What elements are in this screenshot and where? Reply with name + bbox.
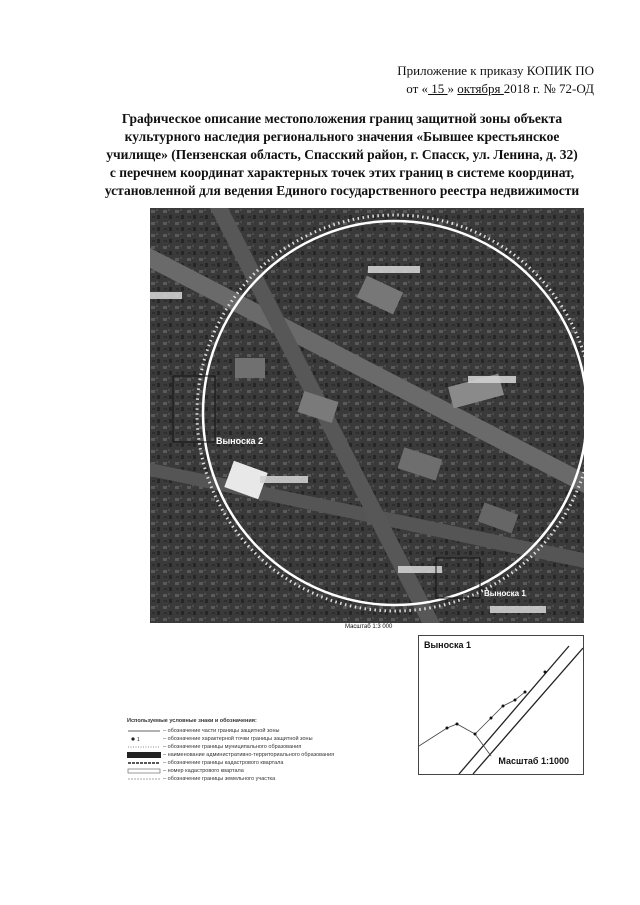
- cadastral-label: [260, 476, 308, 483]
- point-marker: [446, 727, 449, 730]
- legend-text: – номер кадастрового квартала: [163, 768, 244, 774]
- satellite-map: [150, 208, 584, 623]
- point-marker: [456, 723, 459, 726]
- title-line: культурного наследия регионального значения «Бывшее крестьянское: [124, 129, 560, 144]
- cadastral-label: [368, 266, 420, 273]
- legend-symbol: [127, 728, 161, 734]
- point-marker: [524, 691, 527, 694]
- cadastral-label: [468, 376, 516, 383]
- legend-heading: Используемые условные знаки и обозначения:: [127, 718, 257, 724]
- title-line: Графическое описание местоположения границ защитной зоны объекта: [121, 111, 563, 126]
- appendix-note: [397, 62, 594, 98]
- legend-item: [127, 727, 407, 735]
- legend: [127, 717, 407, 783]
- date-year-number: 2018 г. № 72-ОД: [503, 81, 594, 96]
- title-line: установленной для ведения Единого государственного реестра недвижимости: [104, 183, 580, 198]
- date-day: 15: [428, 81, 448, 96]
- cadastral-label: [398, 566, 442, 573]
- legend-text: – обозначение характерной точки границы защитной зоны: [163, 736, 313, 742]
- callout-inset: [418, 635, 584, 775]
- callout-1-label: Выноска 1: [484, 589, 526, 598]
- legend-symbol: [127, 736, 161, 742]
- point-marker: [474, 733, 477, 736]
- title-line: училище» (Пензенская область, Спасский район, г. Спасск, ул. Ленина, д. 32): [106, 147, 578, 162]
- legend-symbol: [127, 752, 161, 758]
- legend-item: [127, 751, 407, 759]
- point-marker: [514, 699, 517, 702]
- legend-text: – обозначение границы кадастрового квартала: [163, 760, 284, 766]
- boundary-line: [459, 646, 569, 774]
- legend-text: – обозначение границы земельного участка: [163, 776, 276, 782]
- building: [235, 358, 265, 378]
- legend-symbol: [127, 776, 161, 782]
- date-sep: »: [447, 81, 458, 96]
- legend-text: – наименование административно-территориального образования: [163, 752, 335, 758]
- inset-drawing: [419, 636, 583, 774]
- legend-item: [127, 735, 407, 743]
- point-marker: [502, 705, 505, 708]
- callout-2-label: Выноска 2: [216, 436, 264, 446]
- legend-symbol: [127, 768, 161, 774]
- inset-scale: Масштаб 1:1000: [498, 756, 569, 766]
- appendix-line-1: Приложение к приказу КОПИК ПО: [397, 63, 594, 78]
- svg-text:1: 1: [137, 737, 140, 742]
- legend-text: – обозначение границы муниципального образования: [163, 744, 302, 750]
- map-scale: Масштаб 1:3 000: [345, 624, 393, 630]
- date-month: октября: [457, 81, 504, 96]
- point-marker: [490, 717, 493, 720]
- document-title: [80, 110, 604, 200]
- appendix-line-2: [406, 81, 594, 96]
- map-image: [150, 208, 584, 623]
- legend-item: [127, 775, 407, 783]
- zone-boundary: [419, 692, 525, 746]
- cadastral-label: [490, 606, 546, 613]
- legend-item: [127, 767, 407, 775]
- legend-text: – обозначение части границы защитной зоны: [163, 728, 280, 734]
- legend-item: [127, 759, 407, 767]
- legend-item: [127, 743, 407, 751]
- date-prefix: от «: [406, 81, 429, 96]
- point-marker: [544, 671, 547, 674]
- inset-title: Выноска 1: [424, 640, 472, 650]
- cadastral-label: [150, 292, 182, 299]
- title-line: с перечнем координат характерных точек этих границ в системе координат,: [109, 165, 575, 180]
- legend-symbol: [127, 760, 161, 766]
- legend-symbol: [127, 744, 161, 750]
